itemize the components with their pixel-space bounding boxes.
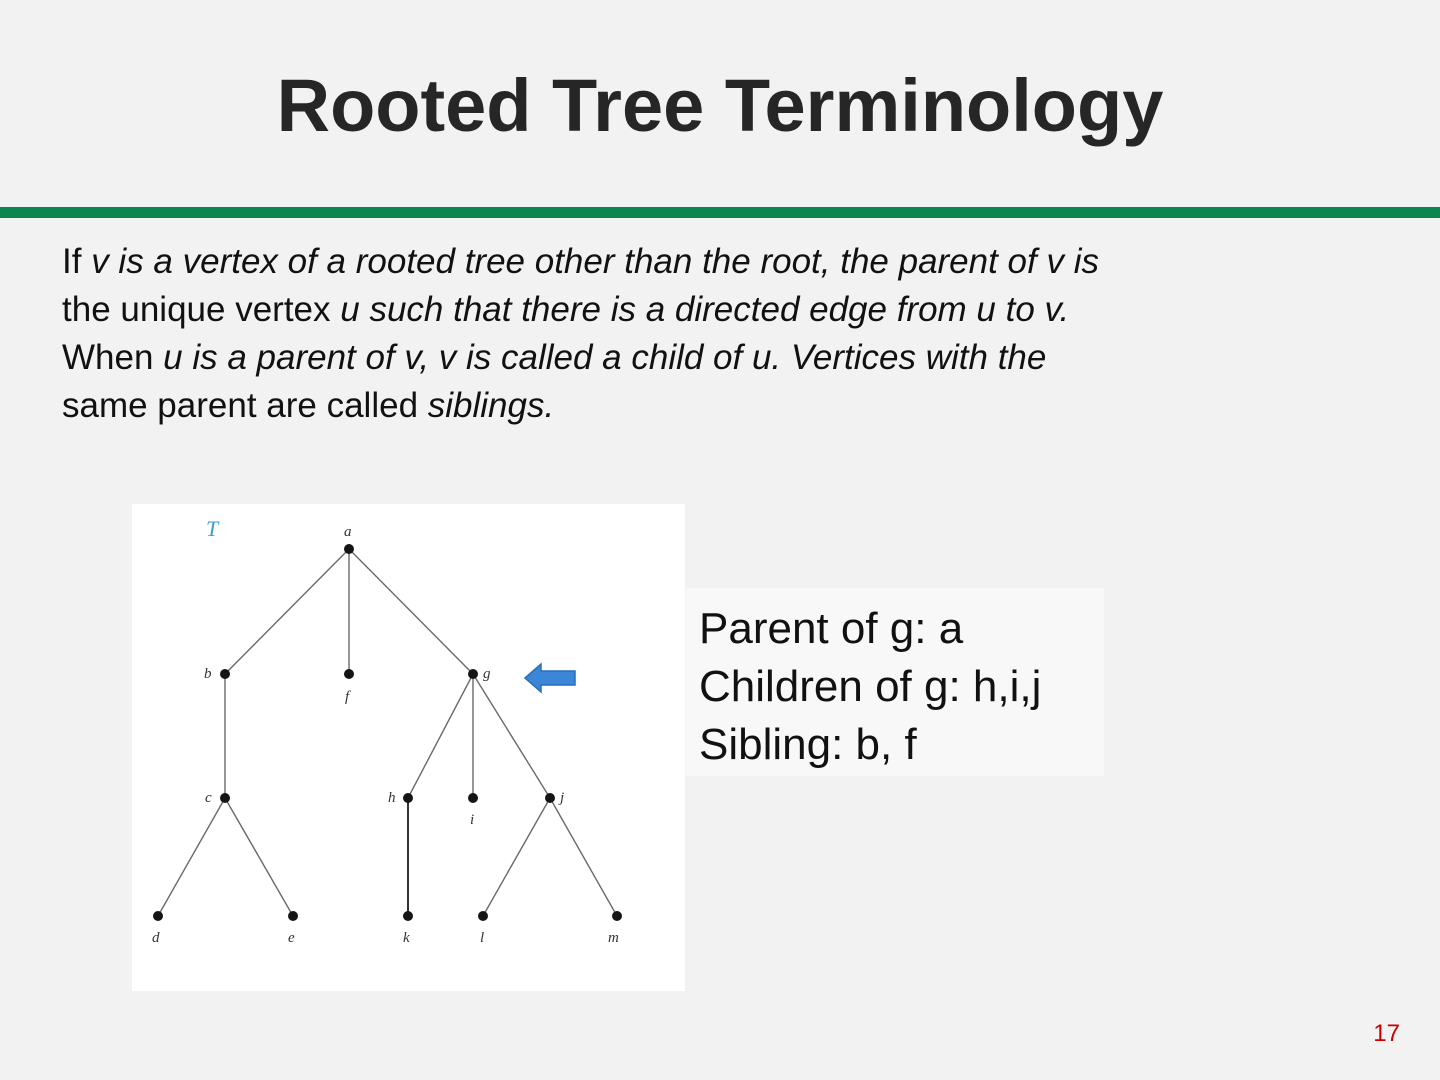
vertex-label-a: a [344, 524, 352, 540]
vertex-label-d: d [152, 930, 160, 946]
rooted-tree-figure [132, 504, 685, 991]
page-number: 17 [1373, 1020, 1400, 1047]
title-divider [0, 207, 1440, 218]
vertex-m [612, 911, 622, 921]
vertex-d [153, 911, 163, 921]
definition-segment: When [62, 338, 164, 377]
edge-c-e [225, 798, 293, 916]
vertex-label-e: e [288, 930, 295, 946]
edge-g-h [408, 674, 473, 798]
vertex-i [468, 793, 478, 803]
callout-line-children: Children of g: h,i,j [699, 662, 1042, 711]
definition-segment: If [62, 242, 92, 281]
definition-segment-italic: siblings. [427, 386, 555, 425]
edge-a-b [225, 549, 349, 674]
tree-facts-callout [686, 588, 1104, 776]
vertex-f [344, 669, 354, 679]
vertex-label-m: m [608, 930, 619, 946]
vertex-label-l: l [480, 930, 485, 946]
vertex-b [220, 669, 230, 679]
definition-segment-italic: u is a parent of v, v is called a child of u. Vertices with the [163, 338, 1047, 377]
vertex-label-b: b [204, 666, 212, 682]
slide-title: Rooted Tree Terminology [276, 64, 1164, 147]
vertex-h [403, 793, 413, 803]
definition-segment-italic: u such that there is a directed edge from u to v. [340, 290, 1070, 329]
left-arrow-icon [525, 664, 575, 692]
vertex-label-h: h [388, 790, 396, 806]
edge-j-m [550, 798, 617, 916]
edge-a-g [349, 549, 473, 674]
vertex-e [288, 911, 298, 921]
rooted-tree-diagram [132, 504, 685, 991]
edge-j-l [483, 798, 550, 916]
vertex-label-f: f [345, 689, 350, 705]
edge-c-d [158, 798, 225, 916]
vertex-label-g: g [483, 666, 491, 682]
vertex-g [468, 669, 478, 679]
vertex-label-i: i [470, 812, 475, 828]
vertex-j [545, 793, 555, 803]
callout-line-parent: Parent of g: a [699, 604, 964, 653]
definition-segment: the unique vertex [62, 290, 341, 329]
vertex-a [344, 544, 354, 554]
definition-segment-italic: v is a vertex of a rooted tree other than the root, the parent of v is [91, 242, 1099, 281]
callout-line-siblings: Sibling: b, f [699, 720, 917, 769]
definition-paragraph [62, 238, 1282, 430]
vertex-c [220, 793, 230, 803]
vertex-l [478, 911, 488, 921]
vertex-label-c: c [205, 790, 212, 806]
vertex-label-k: k [403, 930, 410, 946]
edge-g-j [473, 674, 550, 798]
vertex-k [403, 911, 413, 921]
definition-segment: same parent are called [62, 386, 428, 425]
vertex-label-j: j [560, 790, 565, 806]
tree-label: T [206, 516, 219, 541]
